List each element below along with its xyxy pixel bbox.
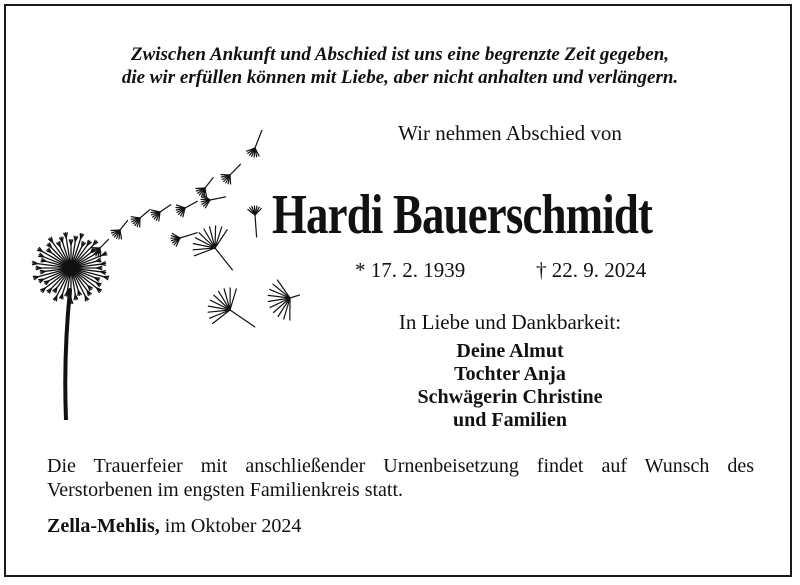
family-list <box>380 340 640 432</box>
quote-line-2: die wir erfüllen können mit Liebe, aber nicht anhalten und verlängern. <box>121 67 679 88</box>
dandelion-icon <box>30 130 300 420</box>
funeral-notice: Die Trauerfeier mit anschließender Urnenbeisetzung findet auf Wunsch des Verstorbenen im engsten Familienkreis statt. <box>47 455 754 501</box>
family-member: und Familien <box>453 409 567 431</box>
place-date: im Oktober 2024 <box>164 515 302 537</box>
place-date-line <box>47 515 301 538</box>
family-member: Tochter Anja <box>454 363 566 385</box>
death-date: † 22. 9. 2024 <box>536 258 647 282</box>
birth-date: * 17. 2. 1939 <box>355 258 466 282</box>
thanks-heading: In Liebe und Dankbarkeit: <box>398 310 622 334</box>
place-city: Zella-Mehlis, <box>47 515 160 537</box>
family-member: Deine Almut <box>456 340 564 362</box>
family-member: Schwägerin Christine <box>417 386 603 408</box>
deceased-name: Hardi Bauerschmidt <box>272 184 653 246</box>
intro-text: Wir nehmen Abschied von <box>398 121 622 145</box>
quote-line-1: Zwischen Ankunft und Abschied ist uns eine begrenzte Zeit gegeben, <box>130 44 670 65</box>
